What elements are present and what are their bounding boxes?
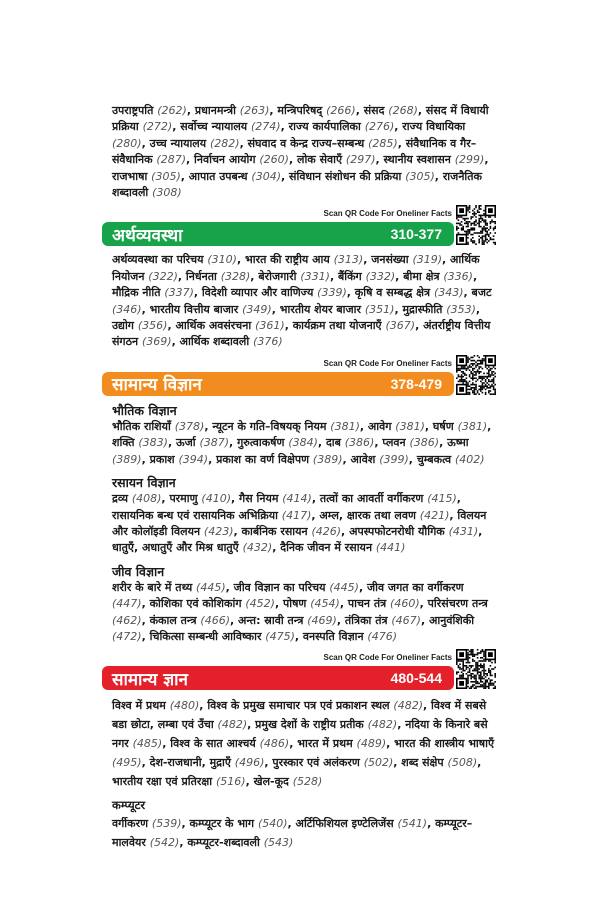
topic-entry bbox=[364, 104, 418, 117]
topic-entry bbox=[238, 614, 337, 627]
topic-page: (367) bbox=[385, 319, 416, 333]
topic-entry bbox=[349, 525, 478, 538]
topic-label: विश्व में सबसे बडा छोटा, लम्बा एवं उँचा bbox=[112, 699, 487, 732]
topic-entry bbox=[371, 253, 442, 266]
topic-entry bbox=[245, 253, 363, 266]
topic-label: चिकित्सा सम्बन्धी आविष्कार bbox=[149, 629, 262, 643]
topic-entry bbox=[258, 270, 330, 283]
topic-page: (389) bbox=[312, 452, 343, 466]
topic-label: बेरोजगारी bbox=[258, 269, 297, 283]
topic-entry bbox=[150, 453, 208, 466]
subheading-biology: जीव विज्ञान bbox=[112, 563, 165, 579]
topic-entry bbox=[296, 817, 428, 830]
topic-label: बैंकिंग bbox=[337, 269, 362, 283]
topic-page: (454) bbox=[310, 597, 340, 611]
topic-page: (263) bbox=[239, 104, 270, 117]
topic-label: उपराष्ट्रपति bbox=[112, 104, 154, 117]
topic-label: बीमा क्षेत्र bbox=[403, 269, 440, 283]
topic-label: आनुवंशिकी bbox=[429, 613, 475, 627]
topic-page: (313) bbox=[333, 253, 364, 267]
topic-label: वर्गीकरण bbox=[112, 817, 149, 831]
topic-page: (376) bbox=[253, 335, 283, 349]
topic-label: निर्वाचन आयोग bbox=[194, 153, 256, 167]
topic-label: मौद्रिक नीति bbox=[112, 286, 161, 300]
topic-label: घर्षण bbox=[432, 419, 454, 433]
topic-page: (496) bbox=[234, 756, 265, 770]
topic-label: विश्व के सात आश्चर्य bbox=[170, 737, 256, 751]
topic-page: (475) bbox=[265, 629, 295, 643]
topic-page: (353) bbox=[446, 302, 476, 316]
topic-entry bbox=[112, 581, 226, 594]
topic-page: (423) bbox=[203, 524, 234, 538]
topic-label: कार्बनिक रसायन bbox=[241, 524, 308, 538]
topic-page: (417) bbox=[281, 508, 312, 522]
topic-entry bbox=[326, 436, 374, 449]
topic-page: (445) bbox=[196, 580, 226, 594]
topic-entry bbox=[112, 170, 181, 183]
topic-page: (319) bbox=[412, 253, 443, 267]
topic-entry bbox=[242, 525, 342, 538]
topic-entry bbox=[150, 630, 295, 643]
section-header-economy bbox=[102, 207, 502, 246]
topic-label: आपात उपबन्ध bbox=[188, 169, 248, 183]
topic-entry bbox=[384, 153, 485, 166]
topic-label: जनसंख्या bbox=[371, 253, 409, 267]
topic-page: (539) bbox=[151, 817, 182, 831]
topic-label: आर्थिक शब्दावली bbox=[179, 335, 250, 349]
polity-topics: उपराष्ट्रपति (262), प्रधानमन्त्री (263), मन्त्रिपरिषद् (266), संसद (268), संसद में विधायी प्रक्रिया (272), सर्वोच्च न्यायालय (274), राज्य कार्यपालिका (276), राज्य विधायिका (280), उच्च न्यायालय (282), संघवाद व केन्द्र राज्य–सम्बन्ध (285), संवैधानिक व गैर–संवैधानिक (287), निर्वाचन आयोग (260), लोक सेवाएँ (297), स्थानीय स्वशासन (299), राजभाषा (305), आपात उपबन्ध (304), संविधान संशोधन की प्रक्रिया (305), राजनैतिक शब्दावली (308) bbox=[112, 104, 489, 200]
topic-label: विदेशी व्यापार और वाणिज्य bbox=[201, 286, 314, 300]
topic-label: संवैधानिक व गैर–संवैधानिक bbox=[112, 136, 477, 167]
topic-entry bbox=[319, 509, 449, 522]
section-title: अर्थव्यवस्था bbox=[112, 225, 183, 246]
topic-page: (285) bbox=[368, 136, 398, 150]
topic-label: निर्धनता bbox=[185, 269, 217, 283]
topic-page: (332) bbox=[365, 269, 396, 283]
topic-entry bbox=[176, 436, 229, 449]
topic-entry bbox=[150, 137, 240, 150]
topic-label: प्रमुख देशों के राष्ट्रीय प्रतीक bbox=[255, 718, 364, 732]
topic-page: (304) bbox=[251, 169, 282, 183]
topic-page: (402) bbox=[454, 452, 485, 466]
topic-entry bbox=[433, 420, 487, 433]
topic-page: (381) bbox=[395, 419, 425, 433]
topic-page: (482) bbox=[393, 699, 423, 713]
computer-topics: वर्गीकरण (539), कम्प्यूटर के भाग (540), अर्टिफिशियल इण्टेलिजेंस (541), कम्प्यूटर–मालवेयर (542), कम्प्यूटर-शब्दावली (543) bbox=[112, 817, 473, 850]
topic-label: जीव जगत का वर्गीकरण bbox=[366, 580, 464, 594]
qr-code-icon[interactable] bbox=[456, 355, 496, 395]
topic-entry bbox=[216, 453, 342, 466]
topic-label: परिसंचरण तन्त्र bbox=[427, 597, 488, 611]
topic-page: (343) bbox=[433, 286, 464, 300]
topic-page: (495) bbox=[112, 756, 142, 770]
topic-page: (386) bbox=[344, 436, 375, 450]
topic-page: (337) bbox=[164, 286, 194, 300]
topic-label: मुद्रास्फीति bbox=[402, 302, 443, 316]
topic-label: अन्त: स्रावी तन्त्र bbox=[238, 613, 304, 627]
topic-entry bbox=[320, 492, 457, 505]
topic-page: (410) bbox=[201, 492, 232, 506]
topic-page: (387) bbox=[199, 436, 230, 450]
topic-entry bbox=[207, 699, 423, 712]
topic-entry bbox=[180, 120, 280, 133]
topic-entry bbox=[112, 541, 272, 554]
topic-label: अर्टिफिशियल इण्टेलिजेंस bbox=[295, 817, 394, 831]
topic-page: (274) bbox=[251, 120, 281, 134]
topic-entry bbox=[112, 253, 237, 266]
topic-entry bbox=[180, 335, 283, 348]
topic-entry bbox=[186, 270, 250, 283]
topic-entry bbox=[195, 104, 270, 117]
topic-label: प्रधानमन्त्री bbox=[194, 104, 236, 117]
topic-label: शरीर के बारे में तथ्य bbox=[112, 580, 193, 594]
topic-label: अंतर्राष्ट्रीय वित्तीय संगठन bbox=[112, 319, 491, 349]
topic-entry bbox=[272, 756, 393, 769]
topic-entry bbox=[112, 509, 311, 522]
topic-label: आर्थिक नियोजन bbox=[112, 253, 480, 283]
topic-label: प्रकाश का वर्ण विक्षेपण bbox=[216, 452, 310, 466]
topic-page: (485) bbox=[132, 737, 163, 751]
subheading-physics: भौतिक विज्ञान bbox=[112, 402, 177, 418]
section-banner-science bbox=[102, 372, 454, 396]
topic-page: (476) bbox=[367, 629, 398, 643]
topic-page: (356) bbox=[137, 319, 168, 333]
topic-page: (482) bbox=[217, 718, 248, 732]
topic-label: संसद bbox=[363, 104, 385, 117]
topic-label: खेल-कूद bbox=[253, 775, 289, 789]
topic-page: (543) bbox=[263, 836, 294, 850]
topic-entry bbox=[112, 104, 187, 117]
chemistry-topics: द्रव्य (408), परमाणु (410), गैस नियम (414), तत्वों का आवर्ती वर्गीकरण (415), रासायनिक बन्ध एवं रासायनिक अभिक्रिया (417), अम्ल, क्षारक तथा लवण (421), विलयन और कोलॉइडी विलयन (423), कार्बनिक रसायन (426), अपस्पफोटनरोधी यौगिक (431), धातुएँ, अधातुएँ और मिश्र धातुएँ (432), दैनिक जीवन में रसायन (441) bbox=[112, 492, 487, 555]
topic-page: (447) bbox=[112, 597, 142, 611]
topic-entry bbox=[150, 597, 275, 610]
topic-page: (541) bbox=[397, 817, 428, 831]
topic-page: (386) bbox=[409, 436, 440, 450]
topic-label: कम्प्यूटर के भाग bbox=[189, 817, 255, 831]
topic-label: विलयन और कोलॉइडी विलयन bbox=[112, 508, 487, 538]
topic-entry bbox=[170, 737, 289, 750]
topic-page: (408) bbox=[131, 492, 162, 506]
topic-label: राजनैतिक शब्दावली bbox=[112, 169, 482, 200]
topic-page: (394) bbox=[178, 452, 209, 466]
topic-entry bbox=[212, 420, 360, 433]
topic-page: (414) bbox=[282, 492, 312, 506]
topic-label: लोक सेवाएँ bbox=[297, 153, 343, 167]
topic-label: दैनिक जीवन में रसायन bbox=[280, 541, 373, 555]
subheading-chemistry: रसायन विज्ञान bbox=[112, 475, 176, 491]
topic-entry bbox=[401, 756, 477, 769]
topic-label: दाब bbox=[325, 436, 341, 450]
topic-label: उच्च न्यायालय bbox=[149, 136, 207, 150]
topic-entry bbox=[289, 120, 395, 133]
topic-label: आवेग bbox=[367, 419, 392, 433]
section-title: सामान्य ज्ञान bbox=[112, 669, 188, 690]
topic-label: शब्द संक्षेप bbox=[401, 756, 444, 770]
topic-entry bbox=[289, 170, 435, 183]
topic-entry bbox=[368, 420, 425, 433]
topic-page: (528) bbox=[292, 775, 323, 789]
topic-label: ऊष्मा bbox=[447, 436, 469, 450]
topic-label: तंत्रिका तंत्र bbox=[344, 613, 388, 627]
topic-page: (399) bbox=[379, 452, 409, 466]
topic-page: (322) bbox=[148, 269, 178, 283]
topic-entry bbox=[303, 630, 397, 643]
topic-page: (445) bbox=[329, 580, 359, 594]
topic-label: तत्वों का आवर्ती वर्गीकरण bbox=[319, 492, 424, 506]
topic-page: (299) bbox=[454, 153, 485, 167]
topic-label: स्थानीय स्वशासन bbox=[383, 153, 451, 167]
topic-label: प्रकाश bbox=[149, 452, 175, 466]
topic-page: (383) bbox=[138, 436, 168, 450]
qr-code-icon[interactable] bbox=[456, 649, 496, 689]
topic-page: (480) bbox=[169, 699, 200, 713]
economy-topics: अर्थव्यवस्था का परिचय (310), भारत की राष्ट्रीय आय (313), जनसंख्या (319), आर्थिक नियोजन (322), निर्धनता (328), बेरोजगारी (331), बैंकिंग (332), बीमा क्षेत्र (336), मौद्रिक नीति (337), विदेशी व्यापार और वाणिज्य (339), कृषि व सम्बद्ध क्षेत्र (343), बजट (346), भारतीय वित्तीय बाजार (349), भारतीय शेयर बाजार (351), मुद्रास्फीति (353), उद्योग (356), आर्थिक अवसंरचना (361), कार्यक्रम तथा योजनाएँ (367), अंतर्राष्ट्रीय वित्तीय संगठन (369), आर्थिक शब्दावली (376) bbox=[112, 253, 492, 349]
topic-page: (310) bbox=[207, 253, 237, 267]
topic-entry bbox=[403, 270, 473, 283]
topic-entry bbox=[112, 492, 161, 505]
topic-entry bbox=[237, 436, 318, 449]
topic-label: पुरस्कार एवं अलंकरण bbox=[272, 756, 360, 770]
topic-page: (432) bbox=[242, 541, 273, 555]
topic-page: (421) bbox=[419, 508, 450, 522]
topic-label: कम्प्यूटर–मालवेयर bbox=[112, 817, 473, 850]
topic-page: (266) bbox=[326, 104, 356, 117]
topic-entry bbox=[175, 319, 284, 332]
topic-entry bbox=[417, 453, 485, 466]
topic-label: भारत की शास्त्रीय भाषाएँ bbox=[394, 737, 495, 751]
topic-page: (260) bbox=[259, 153, 289, 167]
qr-code-icon[interactable] bbox=[456, 205, 496, 245]
topic-entry bbox=[280, 303, 395, 316]
topic-entry bbox=[382, 436, 439, 449]
topic-label: भौतिक राशियाँ bbox=[112, 419, 171, 433]
topic-page: (389) bbox=[112, 452, 142, 466]
topic-label: रासायनिक बन्ध एवं रासायनिक अभिक्रिया bbox=[112, 508, 278, 522]
topic-page: (516) bbox=[215, 775, 246, 789]
topic-page: (331) bbox=[300, 269, 330, 283]
topic-page: (472) bbox=[112, 629, 142, 643]
topic-page: (305) bbox=[151, 169, 181, 183]
topic-label: पाचन तंत्र bbox=[347, 597, 387, 611]
topic-entry bbox=[112, 436, 168, 449]
topic-entry bbox=[351, 453, 409, 466]
topic-entry bbox=[239, 492, 312, 505]
topic-page: (268) bbox=[388, 104, 418, 117]
topic-label: संघवाद व केन्द्र राज्य–सम्बन्ध bbox=[247, 136, 365, 150]
topic-label: अर्थव्यवस्था का परिचय bbox=[112, 253, 204, 267]
topic-label: न्यूटन के गति–विषयक् नियम bbox=[212, 419, 327, 433]
topic-entry bbox=[112, 817, 182, 830]
topic-entry bbox=[150, 614, 230, 627]
topic-page: (415) bbox=[427, 492, 457, 506]
topic-page: (431) bbox=[448, 524, 479, 538]
topic-page: (469) bbox=[307, 613, 337, 627]
topic-page: (336) bbox=[443, 269, 473, 283]
topic-entry bbox=[255, 718, 397, 731]
page-range: 378-479 bbox=[390, 375, 442, 392]
topic-entry bbox=[187, 836, 293, 849]
page-range: 480-544 bbox=[390, 670, 442, 687]
topic-page: (305) bbox=[405, 169, 435, 183]
topic-entry bbox=[234, 581, 359, 594]
topic-page: (540) bbox=[257, 817, 288, 831]
topic-label: चुम्बकत्व bbox=[416, 452, 452, 466]
topic-entry bbox=[194, 153, 289, 166]
topic-page: (297) bbox=[345, 153, 376, 167]
topic-page: (542) bbox=[149, 836, 180, 850]
topic-label: शक्ति bbox=[112, 436, 135, 450]
scan-qr-label: Scan QR Code For Oneliner Facts bbox=[323, 653, 452, 663]
topic-page: (462) bbox=[112, 613, 142, 627]
topic-entry bbox=[150, 756, 265, 769]
topic-label: संविधान संशोधन की प्रक्रिया bbox=[289, 169, 402, 183]
topic-label: नदिया के किनारे बसे नगर bbox=[112, 718, 488, 751]
topic-label: राजभाषा bbox=[112, 169, 148, 183]
topic-label: कम्प्यूटर-शब्दावली bbox=[187, 836, 260, 850]
topic-page: (276) bbox=[364, 120, 395, 134]
topic-entry bbox=[402, 303, 475, 316]
topic-entry bbox=[190, 817, 288, 830]
topic-label: कंकाल तन्त्र bbox=[149, 613, 197, 627]
topic-entry bbox=[112, 699, 199, 712]
section-header-gk bbox=[102, 651, 502, 690]
topic-label: सर्वोच्च न्यायालय bbox=[180, 120, 248, 134]
topic-entry bbox=[345, 614, 421, 627]
topic-entry bbox=[338, 270, 395, 283]
topic-entry bbox=[277, 104, 355, 117]
topic-page: (381) bbox=[457, 419, 488, 433]
topic-page: (272) bbox=[142, 120, 173, 134]
topic-page: (482) bbox=[367, 718, 398, 732]
topic-label: गैस नियम bbox=[239, 492, 279, 506]
topic-label: देश-राजधानी, मुद्राएँ bbox=[149, 756, 231, 770]
topic-label: अपस्पफोटनरोधी यौगिक bbox=[349, 524, 445, 538]
topic-page: (489) bbox=[356, 737, 387, 751]
topic-page: (486) bbox=[259, 737, 290, 751]
topic-label: आवेश bbox=[350, 452, 376, 466]
topic-page: (466) bbox=[200, 613, 230, 627]
topic-label: पोषण bbox=[282, 597, 307, 611]
topic-page: (381) bbox=[330, 419, 360, 433]
topic-entry bbox=[112, 286, 194, 299]
topic-page: (452) bbox=[245, 597, 275, 611]
topic-entry bbox=[150, 303, 272, 316]
topic-entry bbox=[348, 597, 420, 610]
topic-entry bbox=[297, 153, 376, 166]
topic-label: बजट bbox=[471, 286, 492, 300]
topic-page: (460) bbox=[390, 597, 420, 611]
topic-entry bbox=[189, 170, 281, 183]
section-header-science bbox=[102, 357, 502, 396]
topic-label: कृषि व सम्बद्ध क्षेत्र bbox=[354, 286, 431, 300]
topic-entry bbox=[293, 319, 415, 332]
topic-entry bbox=[112, 319, 167, 332]
section-title: सामान्य विज्ञान bbox=[112, 375, 202, 396]
topic-label: राज्य कार्यपालिका bbox=[288, 120, 361, 134]
topic-page: (369) bbox=[141, 335, 172, 349]
topic-page: (378) bbox=[174, 419, 205, 433]
topic-page: (308) bbox=[152, 186, 182, 200]
topic-page: (441) bbox=[375, 541, 406, 555]
physics-topics: भौतिक राशियाँ (378), न्यूटन के गति–विषयक् नियम (381), आवेग (381), घर्षण (381), शक्ति (383), ऊर्जा (387), गुरुत्वाकर्षण (384), दाब (386), प्लवन (386), ऊष्मा (389), प्रकाश (394), प्रकाश का वर्ण विक्षेपण (389), आवेश (399), चुम्बकत्व (402) bbox=[112, 419, 492, 466]
topic-label: आर्थिक अवसंरचना bbox=[175, 319, 252, 333]
topic-label: भारत में प्रथम bbox=[297, 737, 353, 751]
topic-label: परमाणु bbox=[169, 492, 198, 506]
topic-label: कोशिका एवं कोशिकांग bbox=[149, 597, 242, 611]
topic-page: (262) bbox=[157, 104, 187, 117]
topic-entry bbox=[297, 737, 386, 750]
topic-label: भारतीय शेयर बाजार bbox=[279, 302, 361, 316]
scan-qr-label: Scan QR Code For Oneliner Facts bbox=[323, 358, 452, 368]
topic-label: प्लवन bbox=[382, 436, 406, 450]
topic-page: (361) bbox=[255, 319, 285, 333]
topic-label: विश्व में प्रथम bbox=[112, 699, 166, 713]
topic-page: (426) bbox=[311, 524, 342, 538]
topic-label: मन्त्रिपरिषद् bbox=[277, 104, 323, 117]
section-banner-economy bbox=[102, 222, 454, 246]
topic-page: (339) bbox=[317, 286, 347, 300]
topic-label: उद्योग bbox=[112, 319, 134, 333]
topic-label: भारतीय रक्षा एवं प्रतिरक्षा bbox=[112, 775, 213, 789]
topic-entry bbox=[202, 286, 347, 299]
topic-page: (280) bbox=[112, 136, 142, 150]
topic-entry bbox=[280, 541, 405, 554]
page-range: 310-377 bbox=[390, 226, 442, 243]
topic-page: (508) bbox=[447, 756, 478, 770]
topic-label: भारतीय वित्तीय बाजार bbox=[149, 302, 239, 316]
topic-entry bbox=[254, 775, 323, 788]
topic-page: (328) bbox=[220, 269, 251, 283]
topic-label: राज्य विधायिका bbox=[402, 120, 466, 134]
topic-entry bbox=[169, 492, 231, 505]
topic-page: (346) bbox=[112, 302, 142, 316]
topic-page: (349) bbox=[242, 302, 272, 316]
topic-label: ऊर्जा bbox=[175, 436, 196, 450]
topic-label: कार्यक्रम तथा योजनाएँ bbox=[292, 319, 382, 333]
biology-topics: शरीर के बारे में तथ्य (445), जीव विज्ञान का परिचय (445), जीव जगत का वर्गीकरण (447), कोशिका एवं कोशिकांग (452), पोषण (454), पाचन तंत्र (460), परिसंचरण तन्त्र (462), कंकाल तन्त्र (466), अन्त: स्रावी तन्त्र (469), तंत्रिका तंत्र (467), आनुवंशिकी (472), चिकित्सा सम्बन्धी आविष्कार (475), वनस्पति विज्ञान (476) bbox=[112, 580, 488, 643]
section-banner-gk bbox=[102, 666, 454, 690]
topic-label: भारत की राष्ट्रीय आय bbox=[245, 253, 330, 267]
topic-label: विश्व के प्रमुख समाचार पत्र एवं प्रकाशन स्थल bbox=[207, 699, 390, 713]
topic-entry bbox=[112, 420, 204, 433]
topic-label: संसद में विधायी प्रक्रिया bbox=[112, 104, 489, 134]
scan-qr-label: Scan QR Code For Oneliner Facts bbox=[323, 209, 452, 219]
topic-entry bbox=[112, 775, 246, 788]
topic-label: वनस्पति विज्ञान bbox=[302, 629, 364, 643]
topic-page: (502) bbox=[363, 756, 394, 770]
topic-page: (351) bbox=[364, 302, 395, 316]
topic-entry bbox=[248, 137, 398, 150]
topic-label: द्रव्य bbox=[112, 492, 128, 506]
topic-label: धातुएँ, अधातुएँ और मिश्र धातुएँ bbox=[112, 541, 239, 555]
topic-entry bbox=[283, 597, 340, 610]
topic-entry bbox=[355, 286, 464, 299]
topic-page: (282) bbox=[209, 136, 240, 150]
topic-label: गुरुत्वाकर्षण bbox=[237, 436, 285, 450]
topic-label: जीव विज्ञान का परिचय bbox=[233, 580, 326, 594]
topic-page: (384) bbox=[288, 436, 318, 450]
topic-page: (287) bbox=[156, 153, 187, 167]
subheading-computer: कम्प्यूटर bbox=[112, 798, 146, 813]
topic-label: अम्ल, क्षारक तथा लवण bbox=[319, 508, 416, 522]
gk-topics: विश्व में प्रथम (480), विश्व के प्रमुख समाचार पत्र एवं प्रकाशन स्थल (482), विश्व में सबसे बडा छोटा, लम्बा एवं उँचा (482), प्रमुख देशों के राष्ट्रीय प्रतीक (482), नदिया के किनारे बसे नगर (485), विश्व के सात आश्चर्य (486), भारत में प्रथम (489), भारत की शास्त्रीय भाषाएँ (495), देश-राजधानी, मुद्राएँ (496), पुरस्कार एवं अलंकरण (502), शब्द संक्षेप (508), भारतीय रक्षा एवं प्रतिरक्षा (516), खेल-कूद (528) bbox=[112, 699, 495, 789]
topic-page: (467) bbox=[391, 613, 421, 627]
